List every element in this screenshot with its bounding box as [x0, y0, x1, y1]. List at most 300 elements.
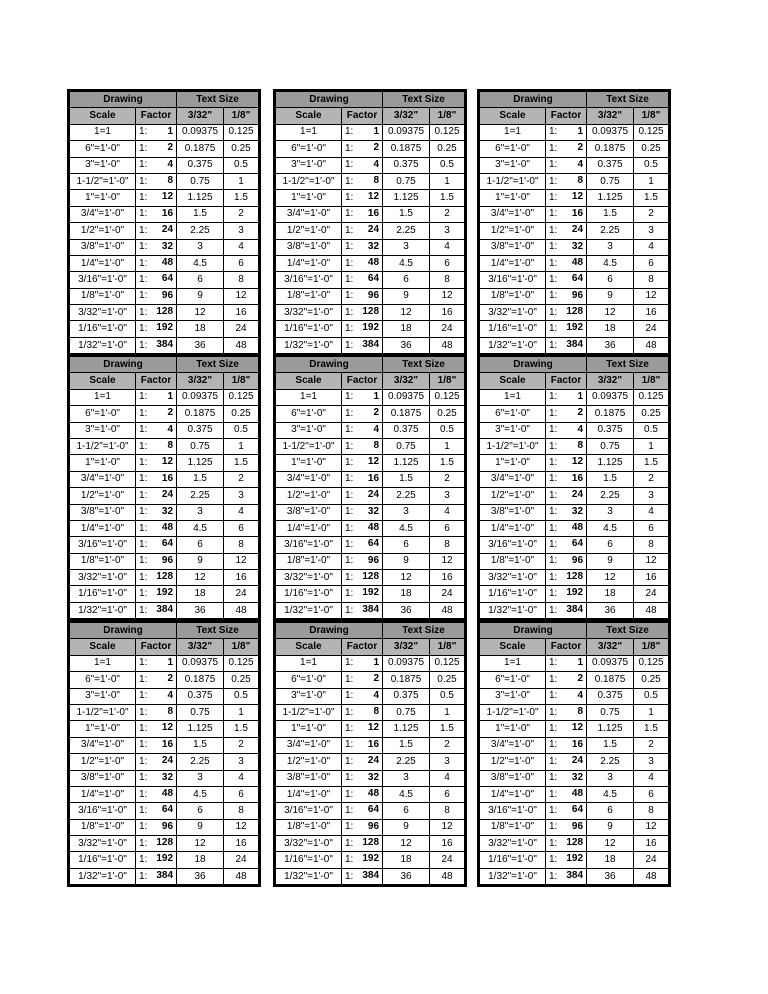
text-size-1-8-cell: 48	[224, 602, 259, 618]
factor-value: 128	[362, 837, 380, 849]
factor-value: 2	[167, 407, 174, 419]
factor-value: 192	[362, 587, 380, 599]
factor-cell	[546, 586, 587, 602]
factor-value: 24	[367, 224, 380, 236]
scale-cell: 3/4"=1'-0"	[70, 737, 136, 753]
table-row	[70, 422, 259, 438]
factor-prefix: 1:	[345, 457, 354, 469]
table-row	[480, 255, 669, 271]
factor-value: 4	[373, 689, 380, 701]
text-size-1-8-cell: 16	[634, 305, 669, 321]
table-row	[276, 754, 465, 770]
scale-header: Scale	[70, 108, 136, 124]
text-size-1-8-cell: 4	[634, 504, 669, 520]
factor-cell	[342, 704, 383, 720]
factor-prefix: 1:	[345, 192, 354, 204]
drawing-header: Drawing	[70, 623, 177, 639]
text-size-3-32-cell: 0.09375	[177, 389, 224, 405]
text-size-3-32-cell: 2.25	[177, 223, 224, 239]
factor-value: 128	[156, 571, 174, 583]
text-size-1-8-cell: 0.125	[634, 124, 669, 140]
factor-prefix: 1:	[345, 723, 354, 735]
table-row	[480, 288, 669, 304]
text-size-3-32-cell: 0.1875	[177, 406, 224, 422]
text-size-1-8-cell: 12	[634, 553, 669, 569]
scale-cell: 3"=1'-0"	[480, 422, 546, 438]
table-row	[480, 190, 669, 206]
factor-value: 4	[577, 689, 584, 701]
factor-prefix: 1:	[139, 506, 148, 518]
text-size-3-32-cell: 0.375	[383, 422, 430, 438]
text-size-3-32-cell: 12	[177, 836, 224, 852]
factor-prefix: 1:	[549, 224, 558, 236]
text-size-3-32-cell: 0.09375	[177, 124, 224, 140]
table-row	[276, 721, 465, 737]
scale-cell: 1-1/2"=1'-0"	[70, 438, 136, 454]
factor-value: 128	[566, 571, 584, 583]
factor-prefix: 1:	[139, 854, 148, 866]
text-size-1-8-cell: 1.5	[634, 455, 669, 471]
table-row	[70, 754, 259, 770]
factor-prefix: 1:	[549, 772, 558, 784]
scale-cell: 3/8"=1'-0"	[480, 239, 546, 255]
scale-cell: 1/16"=1'-0"	[70, 321, 136, 337]
size-1-8-header: 1/8"	[224, 639, 259, 655]
text-size-3-32-cell: 0.75	[177, 438, 224, 454]
factor-value: 96	[161, 820, 174, 832]
factor-value: 2	[577, 142, 584, 154]
factor-value: 192	[566, 322, 584, 334]
drawing-header: Drawing	[480, 623, 587, 639]
scale-cell: 1/2"=1'-0"	[276, 488, 342, 504]
text-size-3-32-cell: 9	[177, 288, 224, 304]
size-1-8-header: 1/8"	[430, 108, 465, 124]
text-size-1-8-cell: 0.25	[224, 406, 259, 422]
factor-prefix: 1:	[139, 755, 148, 767]
drawing-header: Drawing	[70, 92, 177, 108]
factor-prefix: 1:	[345, 588, 354, 600]
factor-cell	[546, 305, 587, 321]
scale-cell: 1"=1'-0"	[480, 455, 546, 471]
factor-cell	[546, 288, 587, 304]
table-row	[70, 803, 259, 819]
factor-cell	[546, 803, 587, 819]
factor-value: 128	[156, 306, 174, 318]
factor-value: 2	[373, 142, 380, 154]
factor-cell	[342, 754, 383, 770]
factor-prefix: 1:	[345, 657, 354, 669]
text-size-header: Text Size	[383, 623, 465, 639]
factor-cell	[136, 770, 177, 786]
factor-cell	[342, 721, 383, 737]
text-size-3-32-cell: 0.375	[587, 422, 634, 438]
text-size-header: Text Size	[587, 623, 669, 639]
text-size-3-32-cell: 0.75	[383, 438, 430, 454]
factor-value: 128	[566, 837, 584, 849]
factor-prefix: 1:	[549, 673, 558, 685]
factor-prefix: 1:	[549, 339, 558, 351]
scale-cell: 3/32"=1'-0"	[276, 305, 342, 321]
table-row	[70, 704, 259, 720]
scale-factor-table-r2-c1	[67, 354, 261, 621]
text-size-3-32-cell: 36	[383, 602, 430, 618]
factor-value: 24	[571, 755, 584, 767]
text-size-3-32-cell: 2.25	[383, 488, 430, 504]
scale-cell: 1/4"=1'-0"	[480, 786, 546, 802]
scale-cell: 6"=1'-0"	[480, 406, 546, 422]
factor-prefix: 1:	[345, 870, 354, 882]
factor-value: 64	[367, 804, 380, 816]
text-size-1-8-cell: 0.125	[224, 389, 259, 405]
table-row	[276, 852, 465, 868]
table-row	[480, 688, 669, 704]
scale-cell: 1/8"=1'-0"	[276, 819, 342, 835]
scale-cell: 1"=1'-0"	[480, 721, 546, 737]
factor-cell	[342, 537, 383, 553]
text-size-1-8-cell: 4	[430, 770, 465, 786]
factor-value: 12	[571, 456, 584, 468]
factor-cell	[136, 124, 177, 140]
factor-prefix: 1:	[139, 159, 148, 171]
factor-value: 16	[367, 472, 380, 484]
text-size-3-32-cell: 6	[177, 537, 224, 553]
text-size-3-32-cell: 36	[177, 337, 224, 353]
table-row	[70, 173, 259, 189]
factor-value: 128	[362, 306, 380, 318]
text-size-3-32-cell: 1.125	[587, 721, 634, 737]
table-row	[276, 770, 465, 786]
scale-cell: 6"=1'-0"	[70, 141, 136, 157]
factor-cell	[136, 255, 177, 271]
factor-value: 32	[571, 505, 584, 517]
size-3-32-header: 3/32"	[383, 108, 430, 124]
factor-prefix: 1:	[139, 690, 148, 702]
table-row	[70, 655, 259, 671]
text-size-3-32-cell: 1.125	[587, 455, 634, 471]
text-size-1-8-cell: 3	[224, 488, 259, 504]
table-row	[480, 602, 669, 618]
scale-cell: 1/32"=1'-0"	[70, 868, 136, 884]
factor-prefix: 1:	[345, 804, 354, 816]
text-size-1-8-cell: 2	[634, 206, 669, 222]
scale-cell: 3/8"=1'-0"	[276, 770, 342, 786]
table-row	[480, 655, 669, 671]
factor-cell	[136, 586, 177, 602]
factor-cell	[546, 190, 587, 206]
text-size-header: Text Size	[383, 357, 465, 373]
factor-prefix: 1:	[549, 571, 558, 583]
factor-cell	[342, 737, 383, 753]
factor-prefix: 1:	[345, 323, 354, 335]
scale-cell: 1=1	[70, 655, 136, 671]
table-row	[70, 305, 259, 321]
table-row	[480, 206, 669, 222]
factor-value: 16	[367, 207, 380, 219]
text-size-1-8-cell: 24	[224, 586, 259, 602]
text-size-3-32-cell: 1.5	[177, 471, 224, 487]
factor-prefix: 1:	[345, 159, 354, 171]
factor-cell	[136, 471, 177, 487]
text-size-1-8-cell: 16	[224, 836, 259, 852]
text-size-1-8-cell: 3	[430, 223, 465, 239]
scale-cell: 6"=1'-0"	[276, 141, 342, 157]
text-size-3-32-cell: 0.75	[587, 438, 634, 454]
text-size-1-8-cell: 0.5	[430, 688, 465, 704]
drawing-header: Drawing	[480, 357, 587, 373]
scale-cell: 3/8"=1'-0"	[480, 770, 546, 786]
scale-cell: 1/2"=1'-0"	[480, 488, 546, 504]
table-row	[276, 389, 465, 405]
table-row	[480, 157, 669, 173]
factor-prefix: 1:	[345, 407, 354, 419]
table-row	[70, 672, 259, 688]
table-row	[276, 586, 465, 602]
text-size-1-8-cell: 6	[430, 255, 465, 271]
text-size-1-8-cell: 4	[224, 239, 259, 255]
text-size-3-32-cell: 0.75	[383, 173, 430, 189]
factor-prefix: 1:	[345, 538, 354, 550]
factor-cell	[342, 255, 383, 271]
text-size-3-32-cell: 36	[587, 868, 634, 884]
text-size-3-32-cell: 18	[383, 321, 430, 337]
factor-prefix: 1:	[139, 821, 148, 833]
table-row	[276, 206, 465, 222]
scale-header: Scale	[70, 639, 136, 655]
table-row	[70, 537, 259, 553]
scale-cell: 1/32"=1'-0"	[276, 337, 342, 353]
text-size-3-32-cell: 4.5	[177, 786, 224, 802]
table-row	[276, 688, 465, 704]
scale-cell: 6"=1'-0"	[70, 672, 136, 688]
factor-header: Factor	[342, 639, 383, 655]
text-size-1-8-cell: 16	[430, 570, 465, 586]
factor-value: 16	[571, 207, 584, 219]
factor-prefix: 1:	[139, 424, 148, 436]
scale-cell: 1/2"=1'-0"	[70, 488, 136, 504]
factor-prefix: 1:	[139, 440, 148, 452]
factor-cell	[136, 206, 177, 222]
text-size-1-8-cell: 1.5	[224, 455, 259, 471]
table-row	[276, 406, 465, 422]
factor-cell	[136, 288, 177, 304]
scale-factor-table-r2-c2	[273, 354, 467, 621]
factor-prefix: 1:	[345, 273, 354, 285]
table-row	[480, 836, 669, 852]
factor-cell	[546, 272, 587, 288]
factor-cell	[546, 406, 587, 422]
text-size-1-8-cell: 0.25	[634, 406, 669, 422]
factor-value: 48	[161, 256, 174, 268]
factor-cell	[136, 272, 177, 288]
factor-value: 12	[161, 722, 174, 734]
text-size-1-8-cell: 8	[634, 272, 669, 288]
factor-prefix: 1:	[139, 772, 148, 784]
factor-cell	[136, 504, 177, 520]
table-row	[70, 206, 259, 222]
scale-cell: 3"=1'-0"	[276, 688, 342, 704]
text-size-3-32-cell: 1.5	[177, 206, 224, 222]
text-size-3-32-cell: 9	[587, 553, 634, 569]
factor-value: 4	[167, 158, 174, 170]
factor-cell	[546, 737, 587, 753]
factor-prefix: 1:	[549, 241, 558, 253]
scale-cell: 3/16"=1'-0"	[276, 272, 342, 288]
text-size-3-32-cell: 2.25	[177, 754, 224, 770]
factor-cell	[136, 190, 177, 206]
factor-cell	[136, 422, 177, 438]
table-row	[276, 819, 465, 835]
text-size-3-32-cell: 1.125	[587, 190, 634, 206]
factor-prefix: 1:	[345, 241, 354, 253]
text-size-1-8-cell: 3	[430, 488, 465, 504]
text-size-1-8-cell: 24	[634, 321, 669, 337]
factor-prefix: 1:	[549, 473, 558, 485]
factor-prefix: 1:	[139, 739, 148, 751]
table-row	[480, 422, 669, 438]
table-row	[70, 868, 259, 884]
scale-cell: 1/8"=1'-0"	[480, 288, 546, 304]
text-size-1-8-cell: 0.5	[634, 688, 669, 704]
scale-cell: 1/4"=1'-0"	[276, 255, 342, 271]
text-size-1-8-cell: 24	[430, 852, 465, 868]
text-size-1-8-cell: 0.25	[430, 141, 465, 157]
factor-value: 96	[367, 289, 380, 301]
factor-value: 384	[156, 338, 174, 350]
factor-cell	[546, 570, 587, 586]
text-size-1-8-cell: 12	[224, 819, 259, 835]
scale-header: Scale	[276, 108, 342, 124]
text-size-1-8-cell: 12	[634, 819, 669, 835]
text-size-3-32-cell: 36	[587, 337, 634, 353]
table-row	[480, 124, 669, 140]
factor-prefix: 1:	[139, 571, 148, 583]
factor-prefix: 1:	[549, 489, 558, 501]
text-size-3-32-cell: 1.5	[587, 471, 634, 487]
table-row	[70, 124, 259, 140]
scale-cell: 1-1/2"=1'-0"	[276, 704, 342, 720]
factor-prefix: 1:	[345, 440, 354, 452]
text-size-3-32-cell: 3	[587, 504, 634, 520]
scale-header: Scale	[276, 639, 342, 655]
text-size-1-8-cell: 8	[634, 803, 669, 819]
factor-prefix: 1:	[549, 870, 558, 882]
factor-cell	[546, 141, 587, 157]
text-size-1-8-cell: 0.125	[430, 389, 465, 405]
table-row	[276, 321, 465, 337]
scale-cell: 3/32"=1'-0"	[276, 570, 342, 586]
factor-value: 24	[367, 755, 380, 767]
text-size-3-32-cell: 36	[177, 602, 224, 618]
size-1-8-header: 1/8"	[430, 373, 465, 389]
factor-cell	[136, 655, 177, 671]
table-row	[480, 868, 669, 884]
factor-cell	[136, 570, 177, 586]
factor-value: 48	[161, 787, 174, 799]
drawing-header: Drawing	[276, 623, 383, 639]
text-size-1-8-cell: 24	[224, 852, 259, 868]
text-size-3-32-cell: 0.1875	[383, 672, 430, 688]
table-row	[276, 272, 465, 288]
text-size-3-32-cell: 12	[383, 836, 430, 852]
text-size-3-32-cell: 12	[587, 836, 634, 852]
text-size-1-8-cell: 48	[430, 868, 465, 884]
text-size-3-32-cell: 4.5	[177, 520, 224, 536]
factor-cell	[546, 157, 587, 173]
text-size-1-8-cell: 4	[634, 239, 669, 255]
text-size-3-32-cell: 6	[383, 272, 430, 288]
factor-cell	[342, 206, 383, 222]
factor-cell	[342, 688, 383, 704]
scale-factor-table-r2-c3	[477, 354, 671, 621]
table-row	[480, 305, 669, 321]
text-size-1-8-cell: 4	[224, 770, 259, 786]
text-size-3-32-cell: 0.375	[587, 157, 634, 173]
scale-cell: 1-1/2"=1'-0"	[480, 704, 546, 720]
text-size-1-8-cell: 24	[430, 321, 465, 337]
scale-cell: 1/32"=1'-0"	[480, 868, 546, 884]
factor-prefix: 1:	[345, 522, 354, 534]
factor-value: 96	[571, 289, 584, 301]
factor-value: 32	[571, 771, 584, 783]
text-size-3-32-cell: 18	[177, 586, 224, 602]
factor-cell	[546, 455, 587, 471]
text-size-1-8-cell: 2	[430, 206, 465, 222]
factor-value: 4	[167, 689, 174, 701]
factor-prefix: 1:	[345, 506, 354, 518]
factor-cell	[546, 321, 587, 337]
factor-cell	[546, 754, 587, 770]
text-size-3-32-cell: 18	[587, 852, 634, 868]
factor-value: 12	[367, 456, 380, 468]
factor-value: 64	[367, 538, 380, 550]
text-size-3-32-cell: 1.5	[383, 471, 430, 487]
factor-prefix: 1:	[139, 788, 148, 800]
factor-prefix: 1:	[345, 690, 354, 702]
table-row	[70, 504, 259, 520]
table-row	[276, 255, 465, 271]
text-size-3-32-cell: 6	[177, 272, 224, 288]
factor-value: 48	[367, 787, 380, 799]
factor-prefix: 1:	[549, 739, 558, 751]
factor-cell	[546, 206, 587, 222]
size-1-8-header: 1/8"	[224, 373, 259, 389]
factor-cell	[136, 852, 177, 868]
scale-cell: 1"=1'-0"	[276, 190, 342, 206]
text-size-3-32-cell: 0.1875	[177, 141, 224, 157]
scale-cell: 1"=1'-0"	[70, 190, 136, 206]
text-size-3-32-cell: 1.5	[177, 737, 224, 753]
factor-prefix: 1:	[139, 407, 148, 419]
factor-value: 4	[577, 423, 584, 435]
table-row	[480, 337, 669, 353]
text-size-1-8-cell: 1	[224, 173, 259, 189]
text-size-1-8-cell: 8	[430, 803, 465, 819]
factor-value: 1	[373, 390, 380, 402]
text-size-3-32-cell: 0.75	[587, 704, 634, 720]
text-size-3-32-cell: 0.375	[383, 688, 430, 704]
text-size-1-8-cell: 6	[224, 520, 259, 536]
table-row	[480, 570, 669, 586]
table-row	[276, 704, 465, 720]
text-size-1-8-cell: 0.25	[430, 672, 465, 688]
text-size-3-32-cell: 4.5	[383, 520, 430, 536]
factor-cell	[136, 455, 177, 471]
scale-cell: 1/4"=1'-0"	[276, 520, 342, 536]
factor-cell	[546, 786, 587, 802]
size-3-32-header: 3/32"	[177, 373, 224, 389]
text-size-3-32-cell: 1.5	[587, 737, 634, 753]
table-row	[70, 520, 259, 536]
